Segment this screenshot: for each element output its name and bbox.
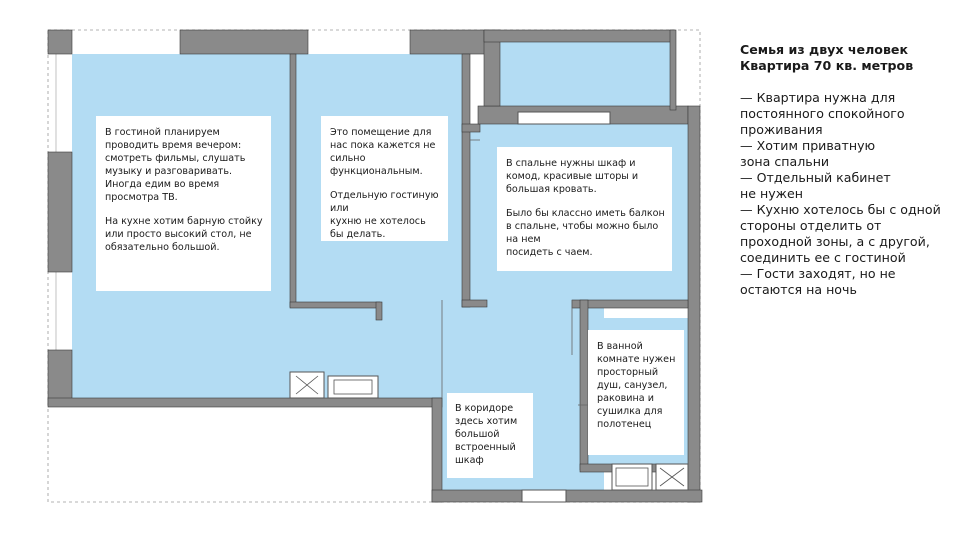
brief-item: — Гости заходят, но не остаются на ночь: [740, 266, 896, 297]
wall-bedroom-lower: [572, 300, 688, 308]
wall-left-lower: [48, 350, 72, 405]
brief-item: — Хотим приватную зона спальни: [740, 138, 876, 169]
wall-partition-2-foot: [462, 300, 487, 307]
note-corridor-text-1: В коридоре здесь хотим большой встроенный шкаф: [455, 403, 518, 466]
wall-balcony-right: [670, 30, 676, 110]
wall-partition-2-return: [462, 124, 480, 132]
note-middle-text-1: Это помещение для нас пока кажется не сильно функциональным.: [330, 127, 436, 177]
note-bathroom-text-1: В ванной комнате нужен просторный душ, санузел, раковина и сушилка для полотенец: [597, 341, 676, 430]
note-living-text-1: В гостиной планируем проводить время вечером: смотреть фильмы, слушать музыку и разговаривать. Иногда едим во время просмотра ТВ.: [105, 127, 246, 203]
note-middle-room: [321, 116, 448, 241]
wall-partition-1-foot: [290, 302, 380, 308]
note-living-text-2: На кухне хотим барную стойку или просто высокий стол, не обязательно большой.: [105, 216, 263, 253]
wall-right: [688, 106, 700, 502]
wall-partition-1-stub: [376, 302, 382, 320]
kitchen-unit: [328, 376, 378, 398]
balcony-fill: [499, 42, 671, 106]
note-bathroom: [588, 330, 684, 455]
wall-corridor-left: [432, 398, 442, 502]
entrance-window: [522, 490, 566, 502]
wall-bathroom-left: [580, 300, 588, 470]
wall-balcony-top: [484, 30, 674, 42]
brief-item: — Отдельный кабинет не нужен: [740, 170, 891, 201]
wall-partition-2: [462, 54, 470, 307]
wall-top-stub: [48, 30, 72, 54]
brief-item: — Кухню хотелось бы с одной стороны отделить от проходной зоны, а с другой, соединить ее с гостиной: [740, 202, 941, 265]
wall-left-window-pier: [48, 152, 72, 272]
note-corridor: [447, 393, 533, 478]
brief-item: — Квартира нужна для постоянного спокойного проживания: [740, 90, 905, 137]
note-middle-text-2: Отдельную гостиную или кухню не хотелось бы делать.: [330, 190, 439, 240]
brief-title: Семья из двух человек Квартира 70 кв. метров: [740, 42, 914, 73]
note-living-room: [96, 116, 271, 291]
wall-partition-1: [290, 54, 296, 307]
balcony-door: [518, 112, 610, 124]
note-bedroom-text-2: Было бы классно иметь балкон в спальне, чтобы можно было на нем посидеть с чаем.: [506, 208, 665, 258]
wall-corridor-bottom: [432, 490, 702, 502]
note-bedroom: [497, 147, 672, 271]
wall-bottom-left: [48, 398, 442, 407]
wall-top-mid: [410, 30, 486, 54]
note-bedroom-text-1: В спальне нужны шкаф и комод, красивые шторы и большая кровать.: [506, 158, 639, 195]
client-brief: [740, 42, 955, 298]
wall-top-left: [180, 30, 308, 54]
brief-list: [740, 90, 955, 298]
